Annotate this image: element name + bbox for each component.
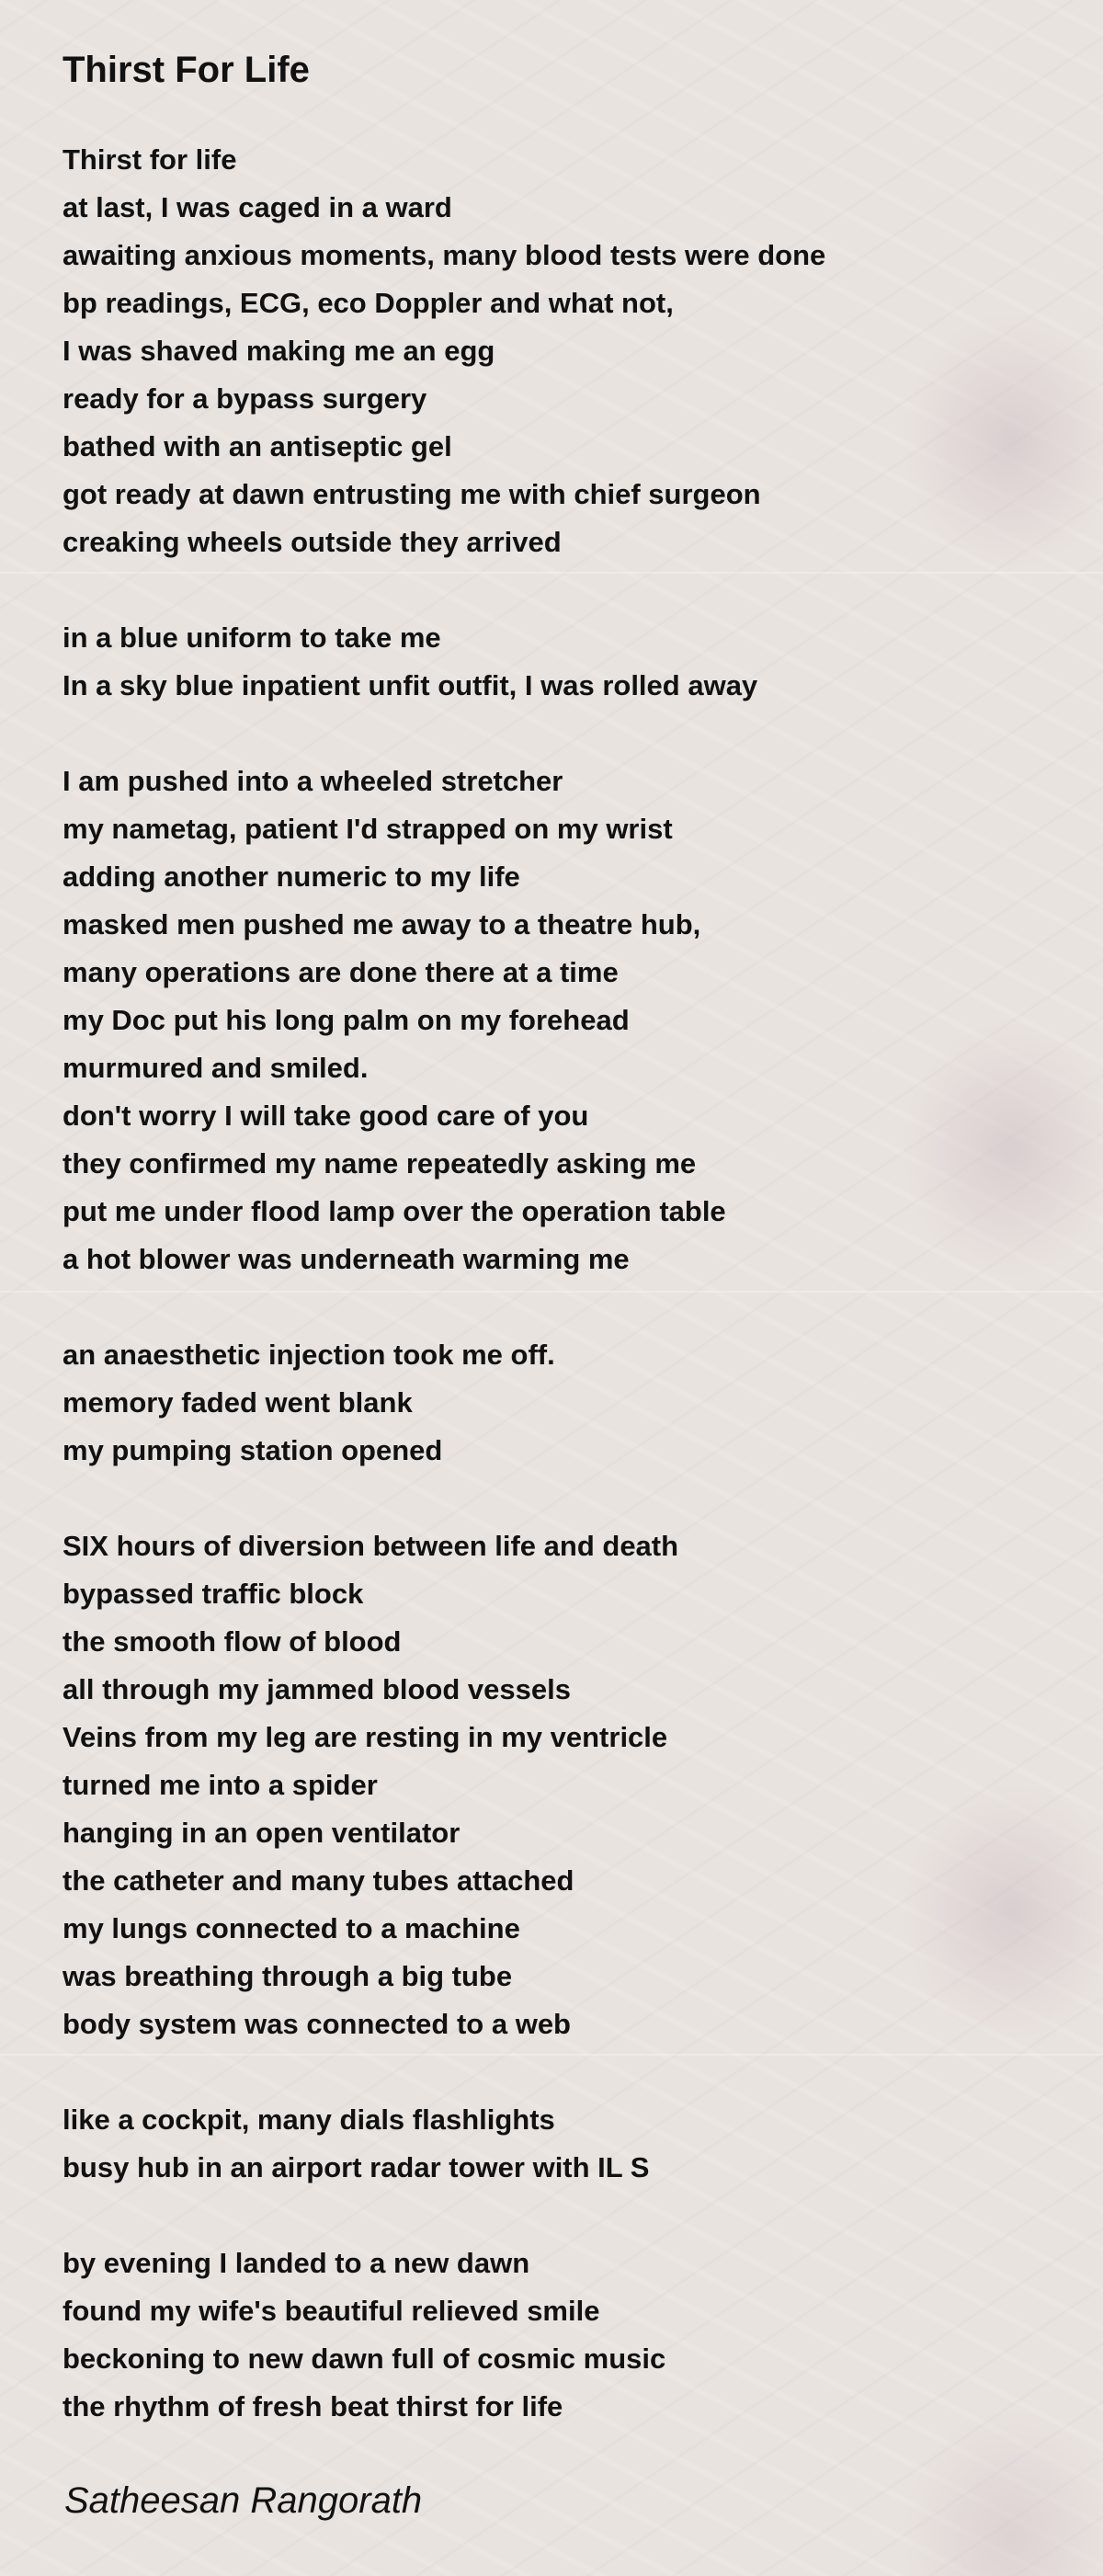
poem-line: Thirst for life: [63, 143, 237, 176]
poem-line: bp readings, ECG, eco Doppler and what not,: [63, 287, 674, 319]
poem-line: by evening I landed to a new dawn: [63, 2247, 530, 2279]
poem-line: they confirmed my name repeatedly asking me: [63, 1147, 697, 1180]
poem-line: beckoning to new dawn full of cosmic music: [63, 2342, 666, 2375]
poem-line: bypassed traffic block: [63, 1578, 364, 1610]
poem-line: the smooth flow of blood: [63, 1625, 402, 1658]
poem-line: SIX hours of diversion between life and death: [63, 1530, 679, 1562]
poem-line: the rhythm of fresh beat thirst for life: [63, 2390, 563, 2422]
poem-stanza: [63, 758, 1055, 1283]
poem-line: creaking wheels outside they arrived: [63, 526, 562, 558]
poem-line: body system was connected to a web: [63, 2008, 571, 2040]
poem-line: my nametag, patient I'd strapped on my wrist: [63, 813, 673, 845]
poem-line: masked men pushed me away to a theatre hub,: [63, 908, 701, 940]
poem-line: I am pushed into a wheeled stretcher: [63, 765, 563, 797]
poem-line: like a cockpit, many dials flashlights: [63, 2103, 555, 2136]
poem-line: Veins from my leg are resting in my ventricle: [63, 1721, 668, 1753]
poem-line: busy hub in an airport radar tower with IL S: [63, 2151, 650, 2183]
poem-stanza: [63, 1522, 1055, 2048]
poem-stanza: [63, 136, 1055, 566]
poem-line: hanging in an open ventilator: [63, 1817, 461, 1849]
poem-line: all through my jammed blood vessels: [63, 1673, 571, 1705]
poem-line: memory faded went blank: [63, 1386, 413, 1419]
poem-stanza: [63, 1331, 1055, 1475]
poem-line: found my wife's beautiful relieved smile: [63, 2295, 600, 2327]
poem-line: I was shaved making me an egg: [63, 335, 495, 367]
poem-line: my Doc put his long palm on my forehead: [63, 1004, 630, 1036]
poem-line: many operations are done there at a time: [63, 956, 619, 988]
poem-stanza: [63, 2240, 1055, 2431]
poem-line: ready for a bypass surgery: [63, 382, 427, 415]
poem-title: Thirst For Life: [63, 50, 310, 90]
poem-line: my lungs connected to a machine: [63, 1912, 520, 1944]
poem-line: was breathing through a big tube: [63, 1960, 513, 1992]
poem-line: bathed with an antiseptic gel: [63, 430, 452, 462]
poem-stanza: [63, 614, 1055, 710]
poem-line: my pumping station opened: [63, 1434, 443, 1466]
poem-line: turned me into a spider: [63, 1769, 378, 1801]
poem-line: In a sky blue inpatient unfit outfit, I was rolled away: [63, 669, 758, 701]
poem-line: awaiting anxious moments, many blood tests were done: [63, 239, 826, 271]
poem-stanza: [63, 2096, 1055, 2192]
poem-body: [63, 136, 1055, 2479]
poem-line: at last, I was caged in a ward: [63, 191, 452, 223]
poem-line: murmured and smiled.: [63, 1052, 369, 1084]
poem-line: a hot blower was underneath warming me: [63, 1243, 630, 1275]
poem-line: adding another numeric to my life: [63, 861, 520, 893]
poem-line: in a blue uniform to take me: [63, 621, 441, 654]
poem-author: Satheesan Rangorath: [64, 2480, 423, 2521]
poem-line: don't worry I will take good care of you: [63, 1100, 589, 1132]
poem-line: the catheter and many tubes attached: [63, 1864, 574, 1897]
poem-line: an anaesthetic injection took me off.: [63, 1339, 555, 1371]
poem-line: got ready at dawn entrusting me with chief surgeon: [63, 478, 761, 510]
poem-line: put me under flood lamp over the operation table: [63, 1195, 726, 1227]
